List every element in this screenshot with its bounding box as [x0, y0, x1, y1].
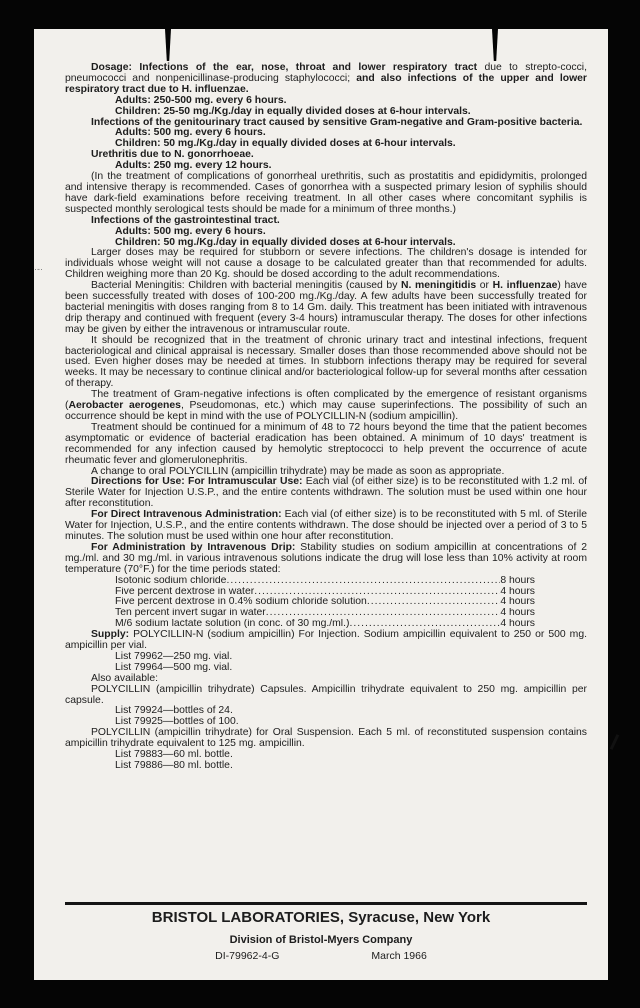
list-item: List 79886—80 ml. bottle.: [115, 760, 233, 771]
urethritis-heading: Urethritis due to N. gonorrhoeae.: [91, 149, 254, 161]
adults-dose-2: Adults: 500 mg. every 6 hours.: [115, 127, 266, 139]
gu-heading: Infections of the genitourinary tract caused by sensitive Gram-negative and Gram-positive bacteria.: [91, 116, 583, 128]
document-body: [65, 63, 587, 772]
oral-suspension-paragraph: POLYCILLIN (ampicillin trihydrate) for Oral Suspension. Each 5 ml. of reconstituted suspension contains ampicillin trihydrate equivalent to 125 mg. ampicillin.: [65, 727, 587, 750]
paper-speck: ·-·: [34, 264, 43, 274]
larger-doses-paragraph: Larger doses may be required for stubborn or severe infections. The children's dosage is intended for individuals whose weight will not cause a dosage to be calculated greater than that recommended for adults. Children weighing more than 20 Kg. should be dosed according to the adult recommendations.: [65, 247, 587, 281]
children-dose-2: Children: 50 mg./Kg./day in equally divided doses at 6-hour intervals.: [115, 138, 456, 150]
document-page: [34, 29, 608, 980]
ear-text: due to strepto-cocci, pneumococci and nonpenicillinase-producing staphylococci;: [65, 62, 587, 84]
children-dose-1: Children: 25-50 mg./Kg./day in equally divided doses at 6-hour intervals.: [115, 105, 471, 117]
ear-heading: Infections of the ear, nose, throat and lower respiratory tract: [139, 62, 478, 73]
adults-dose-3: Adults: 250 mg. every 12 hours.: [115, 160, 272, 172]
drip-paragraph: For Administration by Intravenous Drip: Stability studies on sodium ampicillin at concentrations of 2 mg./ml. and 30 mg./ml. in various intravenous solutions indicate the drug will lose less than 10% activity at room temperature (70°F.) for the time periods stated:: [65, 541, 587, 575]
list-item: List 79964—500 mg. vial.: [115, 661, 233, 673]
meningitis-paragraph: Bacterial Meningitis: Children with bacterial meningitis (caused by N. meningitidis or H. influenzae) have been successfully treated with doses of 100-200 mg./Kg./day. A few adults have been successfully treated for bacterial meningitis with doses ranging from 8 to 14 Gm. daily. This treatment has been initiated with intravenous drip therapy and continued with frequent (every 3-4 hours) intramuscular therapy. The doses for other infections may be given by either the intravenous or intramuscular route.: [65, 280, 587, 335]
paper-tear: [165, 29, 171, 61]
list-item: List 79883—60 ml. bottle.: [115, 749, 233, 761]
adults-dose-1: Adults: 250-500 mg. every 6 hours.: [115, 94, 287, 106]
also-available: Also available:: [91, 672, 159, 684]
document-code-line: [34, 951, 608, 962]
footer-rule: [65, 902, 587, 905]
chronic-paragraph: It should be recognized that in the treatment of chronic urinary tract and intestinal infections, frequent bacteriological and clinical appraisal is necessary. Smaller doses than those recommended above should not be used. Even higher doses may be needed at times. In stubborn infections therapy may be required for several weeks. It may be necessary to continue clinical and/or bacteriological follow-up for several months after cessation of therapy.: [65, 334, 587, 390]
supply-paragraph: Supply: POLYCILLIN-N (sodium ampicillin) For Injection. Sodium ampicillin equivalent to 250 or 500 mg. ampicillin per vial.: [65, 629, 587, 652]
capsules-paragraph: POLYCILLIN (ampicillin trihydrate) Capsules. Ampicillin trihydrate equivalent to 250 mg. ampicillin per capsule.: [65, 683, 587, 706]
paper-tear: [492, 29, 498, 61]
ear-also: and also infections of the upper and lower respiratory tract due to H. influenzae.: [65, 72, 587, 95]
document-date: March 1966: [371, 950, 427, 962]
gram-negative-paragraph: The treatment of Gram-negative infections is often complicated by the emergence of resistant organisms (Aerobacter aerogenes, Pseudomonas, etc.) which may cause superinfections. The possibility of such an occurrence should be kept in mind with the use of POLYCILLIN-N (sodium ampicillin).: [65, 389, 587, 422]
table-row: Five percent dextrose in 0.4% sodium chloride solution ..... 4 hours: [115, 597, 535, 608]
gi-heading: Infections of the gastrointestinal tract.: [91, 214, 280, 226]
gonorrhea-note: (In the treatment of complications of gonorrheal urethritis, such as prostatitis and epididymitis, prolonged and intensive therapy is recommended. Cases of gonorrhea with a suspected primary lesion of syphilis should have dark-field examinations before receiving treatment. In all other cases where concomitant syphilis is suspected monthly serological tests should be made for a minimum of three months.): [65, 171, 587, 215]
stability-table: [65, 576, 587, 631]
dosage-ear-paragraph: [65, 63, 587, 96]
company-name: BRISTOL LABORATORIES, Syracuse, New York: [151, 909, 491, 926]
treatment-duration-paragraph: Treatment should be continued for a minimum of 48 to 72 hours beyond the time that the patient becomes asymptomatic or evidence of bacterial eradication has been obtained. A minimum of 10 days' treatment is recommended for any infection caused by hemolytic streptococci to help prevent the occurrence of acute rheumatic fever and glomerulonephritis.: [65, 421, 587, 466]
oral-change-paragraph: A change to oral POLYCILLIN (ampicillin trihydrate) may be made as soon as appropriate.: [91, 465, 505, 477]
table-row: Ten percent invert sugar in water ..... 4 hours: [115, 608, 535, 619]
document-code: DI-79962-4-G: [215, 950, 280, 962]
children-dose-4: Children: 50 mg./Kg./day in equally divided doses at 6-hour intervals.: [115, 236, 456, 248]
table-row: M/6 sodium lactate solution (in conc. of 30 mg./ml.) ..... 4 hours: [115, 619, 535, 630]
list-item: List 79924—bottles of 24.: [115, 705, 233, 717]
table-row: Five percent dextrose in water ..... 4 hours: [115, 587, 535, 598]
intramuscular-paragraph: Directions for Use: For Intramuscular Use: Each vial (of either size) is to be reconstituted with 1.2 ml. of Sterile Water for Injection U.S.P., and the entire contents withdrawn. The solution must be used within one hour after reconstitution.: [65, 476, 587, 510]
table-row: Isotonic sodium chloride ..... 8 hours: [115, 576, 535, 587]
adults-dose-4: Adults: 500 mg. every 6 hours.: [115, 225, 266, 237]
pen-mark: [610, 734, 619, 750]
dosage-label: Dosage:: [91, 62, 132, 73]
list-item: List 79925—bottles of 100.: [115, 716, 239, 728]
intravenous-paragraph: For Direct Intravenous Administration: Each vial (of either size) is to be reconstituted with 5 ml. of Sterile Water for Injection, U.S.P., and the entire contents withdrawn. The dose should be injected over a period of 3 to 5 minutes. The solution must be used within one hour after reconstitution.: [65, 509, 587, 542]
list-item: List 79962—250 mg. vial.: [115, 650, 233, 662]
division-name: Division of Bristol-Myers Company: [229, 934, 413, 946]
